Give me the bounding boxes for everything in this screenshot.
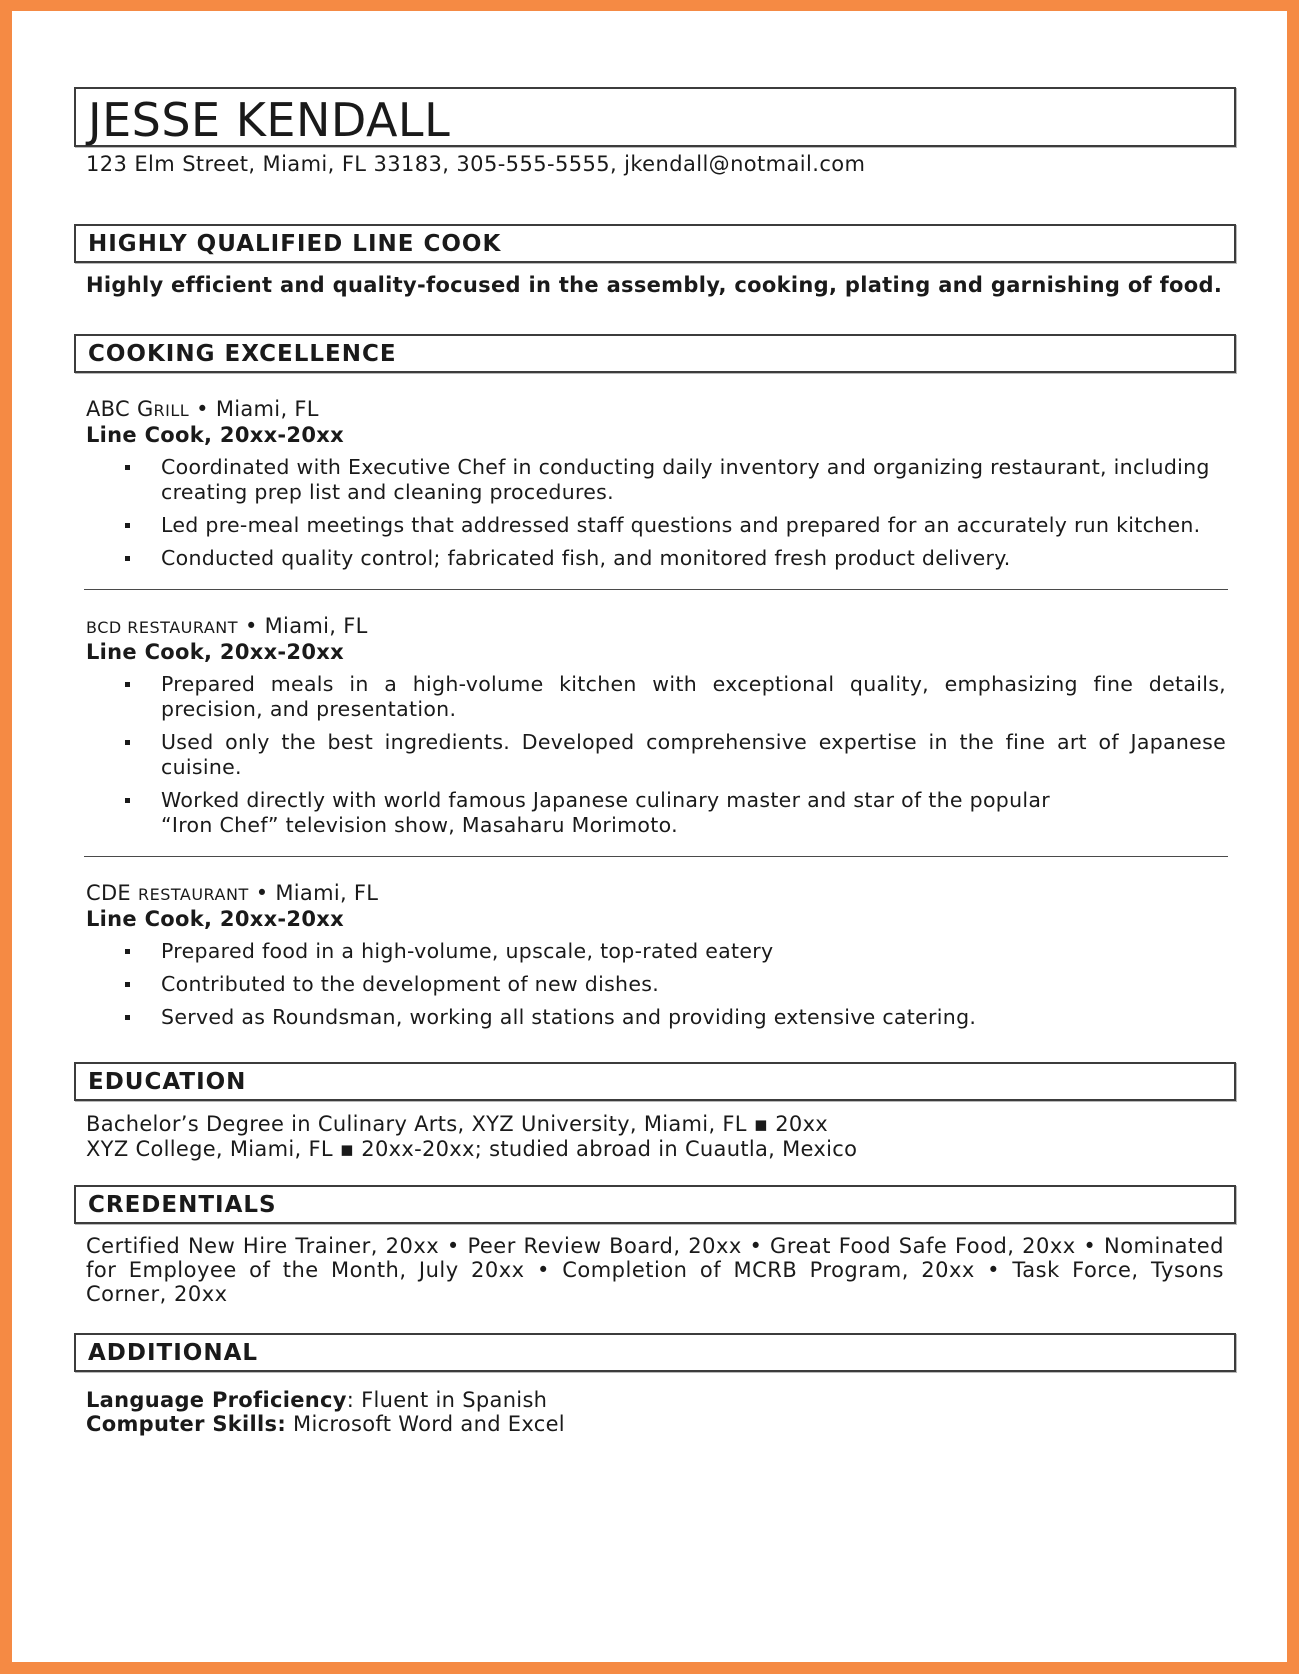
square-bullet-icon [125, 465, 130, 470]
job-entry [74, 881, 1236, 1030]
language-label: Language Proficiency [86, 1388, 347, 1412]
education-heading: EDUCATION [74, 1062, 1236, 1101]
bullet-text: Conducted quality control; fabricated fish, and monitored fresh product delivery. [161, 546, 1011, 570]
employer-location: • Miami, FL [238, 614, 368, 638]
objective-summary: Highly efficient and quality-focused in the assembly, cooking, plating and garnishing of food. [86, 273, 1223, 297]
square-bullet-icon [125, 523, 130, 528]
employer-name-smallcaps: RESTAURANT [137, 885, 249, 904]
employer-name-smallcaps: BCD RESTAURANT [86, 618, 238, 637]
employer-name-smallcaps: RILL [153, 401, 190, 420]
bullet-item [86, 455, 1226, 505]
job-role: Line Cook, 20xx-20xx [86, 423, 344, 447]
resume-page [12, 11, 1287, 1662]
job-role: Line Cook, 20xx-20xx [86, 640, 344, 664]
job-bullets [86, 672, 1226, 838]
square-bullet-icon [125, 982, 130, 987]
square-bullet-icon [125, 740, 130, 745]
language-line [74, 1388, 1236, 1412]
bullet-item [86, 730, 1226, 780]
bullet-text: Prepared food in a high-volume, upscale, top-rated eatery [161, 939, 774, 963]
credentials-text: Certified New Hire Trainer, 20xx • Peer Review Board, 20xx • Great Food Safe Food, 20xx • Nominated for Employee of the Month, July 20xx • Completion of MCRB Program, 20xx • Task Force, Tysons Corner, 20xx [86, 1234, 1224, 1306]
square-bullet-icon [125, 949, 130, 954]
language-value: : Fluent in Spanish [346, 1388, 548, 1412]
square-bullet-icon [125, 798, 130, 803]
employer-name-lead: CDE [86, 881, 138, 905]
job-bullets [86, 455, 1226, 571]
job-bullets [86, 939, 1226, 1030]
square-bullet-icon [125, 682, 130, 687]
employer-location: • Miami, FL [248, 881, 379, 905]
additional-heading: ADDITIONAL [74, 1333, 1236, 1372]
job-divider [84, 589, 1228, 590]
bullet-item [86, 1005, 1226, 1030]
employer-line [86, 397, 1226, 423]
bullet-text: Led pre-meal meetings that addressed staff questions and prepared for an accurately run kitchen. [161, 513, 1201, 537]
employer-location: • Miami, FL [189, 397, 319, 421]
bullet-item [86, 788, 1226, 838]
square-bullet-icon [125, 1015, 130, 1020]
bullet-text: “Iron Chef” television show, Masaharu Morimoto. [161, 813, 678, 837]
job-divider [84, 856, 1228, 857]
bullet-item [86, 546, 1226, 571]
bullet-text: Worked directly with world famous Japanese culinary master and star of the popular [161, 788, 1051, 812]
credentials-heading: CREDENTIALS [74, 1185, 1236, 1224]
bullet-item [86, 513, 1226, 538]
computer-skills-value: Microsoft Word and Excel [286, 1412, 565, 1436]
resume-content [74, 87, 1236, 1436]
employer-name-lead: ABC G [86, 397, 154, 421]
employer-line [86, 614, 1226, 640]
computer-skills-line [74, 1412, 1236, 1436]
job-entry [74, 397, 1236, 571]
bullet-text: Used only the best ingredients. Developed comprehensive expertise in the fine art of Japanese cuisine. [161, 730, 1226, 779]
contact-line: 123 Elm Street, Miami, FL 33183, 305-555-5555, jkendall@notmail.com [86, 152, 866, 176]
education-line: XYZ College, Miami, FL ▪ 20xx-20xx; studied abroad in Cuautla, Mexico [86, 1137, 858, 1161]
bullet-text: Coordinated with Executive Chef in conducting daily inventory and organizing restaurant, including creating prep list and cleaning procedures. [161, 455, 1210, 504]
employer-line [86, 881, 1226, 907]
objective-heading: HIGHLY QUALIFIED LINE COOK [74, 224, 1236, 263]
bullet-item [86, 672, 1226, 722]
job-role: Line Cook, 20xx-20xx [86, 907, 344, 931]
job-entry [74, 614, 1236, 838]
candidate-name: JESSE KENDALL [88, 93, 451, 147]
bullet-text: Contributed to the development of new dishes. [161, 972, 660, 996]
experience-heading: COOKING EXCELLENCE [74, 334, 1236, 373]
name-box [74, 87, 1236, 147]
square-bullet-icon [125, 556, 130, 561]
bullet-item [86, 972, 1226, 997]
bullet-item [86, 939, 1226, 964]
bullet-text: Prepared meals in a high-volume kitchen with exceptional quality, emphasizing fine details, precision, and presentation. [161, 672, 1226, 721]
bullet-text: Served as Roundsman, working all stations and providing extensive catering. [161, 1005, 977, 1029]
education-line: Bachelor’s Degree in Culinary Arts, XYZ University, Miami, FL ▪ 20xx [86, 1112, 829, 1136]
computer-skills-label: Computer Skills: [86, 1412, 287, 1436]
